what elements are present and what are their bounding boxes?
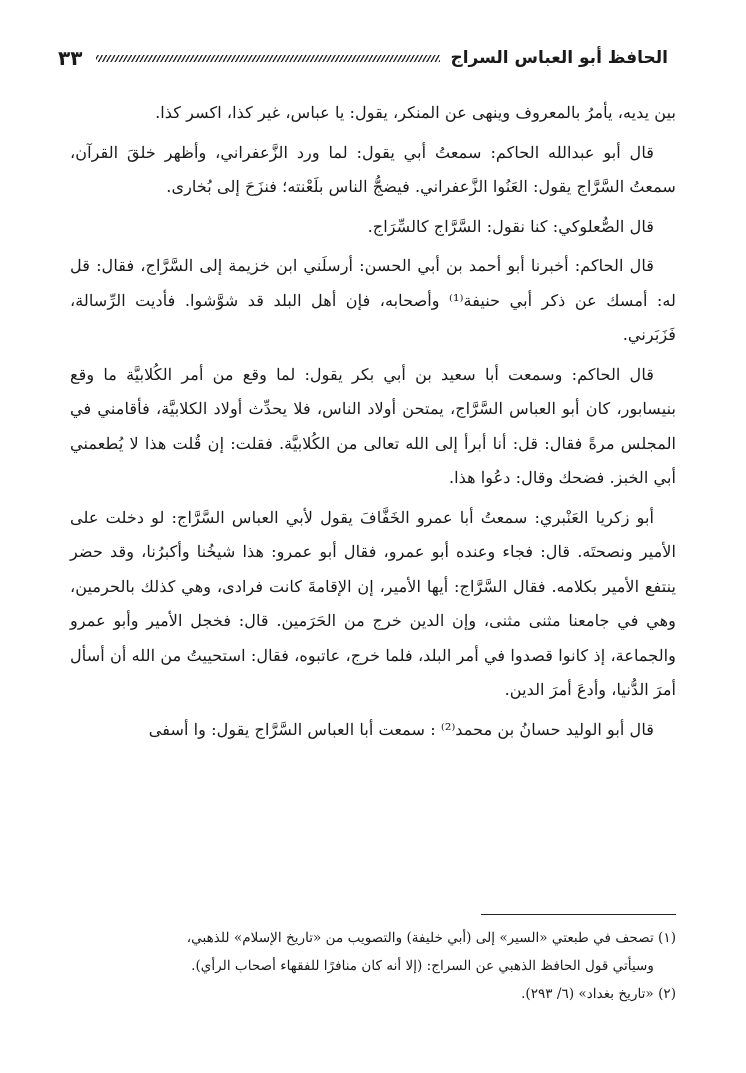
running-title: الحافظ أبو العباس السراج [450, 48, 668, 68]
page-number: ٣٣ [58, 46, 83, 70]
paragraph: بين يديه، يأمرُ بالمعروف وينهى عن المنكر، يقول: يا عباس، غير كذا، اكسر كذا. [155, 103, 676, 122]
paragraph: قال أبو عبدالله الحاكم: سمعتُ أبي يقول: لما ورد الزَّعفراني، وأظهر خلقَ القرآن، سمعتُ السَّرَّاج يقول: العَنُوا الزَّعفراني. فيضجُّ الناس بلَعْنته؛ فنزَحَ إلى بُخارى. [70, 142, 676, 196]
paragraph: قال الصُّعلوكي: كنا نقول: السَّرَّاج كالسِّرَاج. [367, 216, 654, 236]
paragraph: أبو زكريا العَنْبري: سمعتُ أبا عمرو الخَفَّافَ يقول لأبي العباس السَّرَّاج: لو دخلت على الأمير ونصحتَه. قال: فجاء وعنده أبو عمرو، فقال أبو عمرو: هذا شيخُنا وأكبرُنا، وقد حضر ينتفع الأمير بكلامه. فقال السَّرَّاج: أيها الأمير، إن الإقامةَ كانت فرادى، وهي كذلك بالحرمين، وهي في جامعنا مثنى مثنى، وإن الدين خرج من الحَرَمين. قال: فخجل الأمير وأبو عمرو والجماعة، إذ كانوا قصدوا في أمر البلد، فلما خرج، عاتبوه، فقال: استحييتُ من الله أن أسأل أمرَ الدُّنيا، وأدعَ أمرَ الدين. [70, 507, 676, 699]
header-hatched-rule [96, 55, 440, 62]
paragraph: قال الحاكم: وسمعت أبا سعيد بن أبي بكر يقول: لما وقع من أمر الكُلابيَّة ما وقع بنيسابور، كان أبو العباس السَّرَّاج، يمتحن أولاد الناس، فلا يحدِّث أولاد الكلابيَّة، فأقامني في المجلس مرةً فقال: قل: أنا أبرأ إلى الله تعالى من الكُلابيَّة. فقلت: إن قُلت هذا لا يُطعمني أبي الخبز. فضحك وقال: دعُوا هذا. [70, 364, 676, 487]
main-text [70, 96, 676, 752]
paragraph: قال الحاكم: أخبرنا أبو أحمد بن أبي الحسن: أرسلَني ابن خزيمة إلى السَّرَّاج، فقال: قل له: أمسك عن ذكر أبي حنيفة⁽¹⁾ وأصحابه، فإن أهل البلد قد شوَّشوا. فأديت الرِّسالة، فَزَبَرني. [70, 256, 676, 344]
footnote: (١) تصحف في طبعتي «السير» إلى (أبي خليفة) والتصويب من «تاريخ الإسلام» للذهبي، [186, 930, 676, 946]
footnotes [70, 924, 676, 1008]
paragraph: قال أبو الوليد حسانُ بن محمد⁽²⁾ : سمعت أبا العباس السَّرَّاج يقول: وا أسفى [148, 719, 654, 739]
running-header [58, 40, 668, 76]
footnote: (٢) «تاريخ بغداد» (٦/ ٢٩٣). [521, 986, 676, 1002]
footnote-continuation: وسيأتي قول الحافظ الذهبي عن السراج: (إلا أنه كان منافرًا للفقهاء أصحاب الرأي). [191, 958, 654, 974]
footnote-separator [481, 914, 676, 915]
